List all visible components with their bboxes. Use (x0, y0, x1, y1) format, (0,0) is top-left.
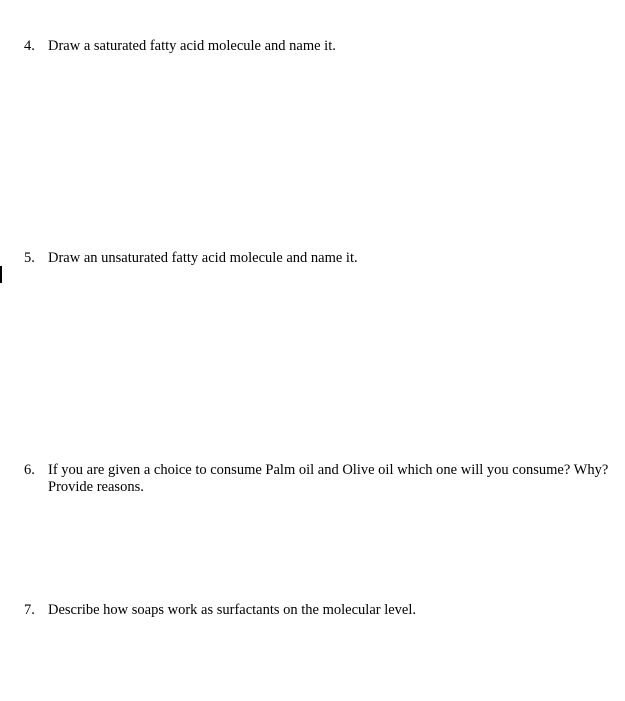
question-number: 6. (24, 462, 35, 478)
question-text: Describe how soaps work as surfactants on the molecular level. (48, 602, 417, 618)
question-number: 7. (24, 602, 35, 618)
question-number: 4. (24, 38, 35, 54)
question-5 (24, 250, 614, 267)
question-text: Draw an unsaturated fatty acid molecule and name it. (48, 250, 358, 266)
question-number: 5. (24, 250, 35, 266)
question-4 (24, 38, 614, 55)
question-text: If you are given a choice to consume Palm oil and Olive oil which one will you consume? Why? Provide reasons. (48, 462, 609, 495)
question-7 (24, 602, 614, 619)
text-cursor (0, 266, 2, 283)
question-6 (24, 462, 614, 496)
question-text: Draw a saturated fatty acid molecule and name it. (48, 38, 336, 54)
